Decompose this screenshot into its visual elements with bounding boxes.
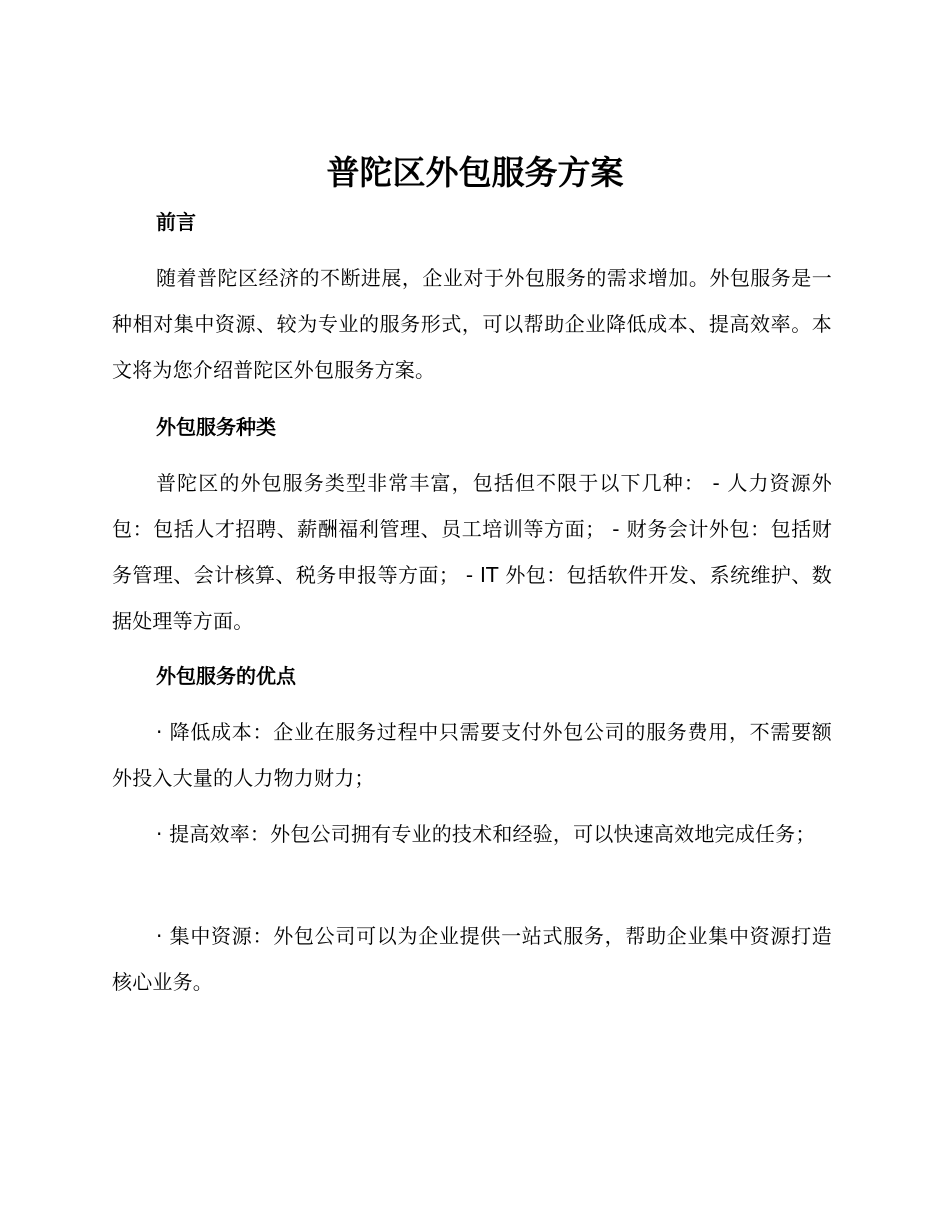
section-heading-service-types: 外包服务种类 [156, 415, 276, 439]
section-heading-preface: 前言 [156, 210, 196, 234]
document-title: 普陀区外包服务方案 [326, 153, 624, 192]
section-heading-advantages: 外包服务的优点 [156, 664, 296, 688]
paragraph-preface: 随着普陀区经济的不断进展，企业对于外包服务的需求增加。外包服务是一种相对集中资源、较为专业的服务形式，可以帮助企业降低成本、提高效率。本文将为您介绍普陀区外包服务方案。 [112, 266, 832, 382]
paragraph-advantage-efficiency: · 提高效率：外包公司拥有专业的技术和经验，可以快速高效地完成任务； [156, 822, 816, 846]
paragraph-service-types: 普陀区的外包服务类型非常丰富，包括但不限于以下几种： - 人力资源外包：包括人才招聘、薪酬福利管理、员工培训等方面； - 财务会计外包：包括财务管理、会计核算、税务申报等方面； - IT 外包：包括软件开发、系统维护、数据处理等方面。 [112, 471, 832, 633]
paragraph-advantage-cost: · 降低成本：企业在服务过程中只需要支付外包公司的服务费用，不需要额外投入大量的人力物力财力； [112, 720, 832, 790]
paragraph-advantage-resources: · 集中资源：外包公司可以为企业提供一站式服务，帮助企业集中资源打造核心业务。 [112, 924, 832, 994]
